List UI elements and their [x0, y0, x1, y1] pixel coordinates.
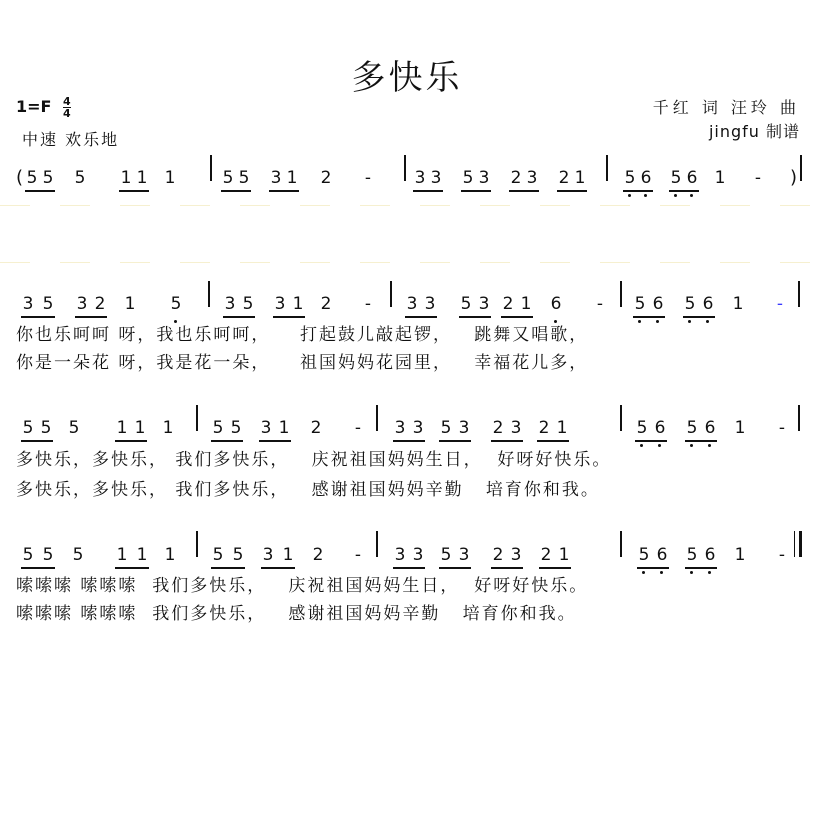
jianpu-note: 2	[492, 545, 504, 565]
jianpu-note: 5	[42, 545, 54, 565]
beam-line	[259, 440, 291, 442]
beam-line	[211, 567, 245, 569]
lyric-line: 你也乐呵呵 呀，我也乐呵呵， 打起鼓儿敲起锣， 跳舞又唱歌，	[16, 325, 589, 345]
beam-line	[115, 567, 149, 569]
jianpu-note: 3	[260, 418, 272, 438]
octave-dot	[628, 194, 631, 197]
jianpu-note: 6	[686, 168, 698, 188]
jianpu-note: 2	[310, 418, 322, 438]
jianpu-note: 5	[26, 168, 38, 188]
beam-line	[21, 316, 55, 318]
jianpu-note: 5	[624, 168, 636, 188]
jianpu-note: 2	[558, 168, 570, 188]
jianpu-note: -	[364, 294, 372, 314]
jianpu-note: -	[754, 168, 762, 188]
jianpu-note: 1	[282, 545, 294, 565]
jianpu-note: -	[354, 418, 362, 438]
jianpu-note: 3	[510, 545, 522, 565]
lyric-line: 嗦嗦嗦 嗦嗦嗦 我们多快乐， 感谢祖国妈妈辛勤 培育你和我。	[16, 604, 577, 624]
octave-dot	[708, 571, 711, 574]
octave-dot	[688, 320, 691, 323]
jianpu-note: 3	[526, 168, 538, 188]
jianpu-note: 1	[732, 294, 744, 314]
jianpu-note: 1	[278, 418, 290, 438]
octave-dot	[644, 194, 647, 197]
jianpu-note: 3	[274, 294, 286, 314]
jianpu-note: 6	[704, 418, 716, 438]
jianpu-note: -	[596, 294, 604, 314]
beam-line	[635, 440, 667, 442]
beam-line	[633, 316, 665, 318]
jianpu-note: 5	[636, 418, 648, 438]
octave-dot	[690, 571, 693, 574]
jianpu-note: 5	[42, 168, 54, 188]
barline	[376, 405, 378, 431]
jianpu-note: 5	[68, 418, 80, 438]
jianpu-note: 1	[556, 418, 568, 438]
jianpu-note: 5	[686, 545, 698, 565]
beam-line	[269, 190, 299, 192]
beam-line	[539, 567, 571, 569]
jianpu-note: 3	[270, 168, 282, 188]
barline	[620, 531, 622, 557]
repeat-paren: (	[16, 167, 24, 188]
time-sig-bottom: 4	[63, 107, 71, 120]
barline	[620, 405, 622, 431]
jianpu-note: -	[778, 545, 786, 565]
beam-line	[223, 316, 255, 318]
beam-line	[439, 440, 471, 442]
jianpu-note: 3	[510, 418, 522, 438]
beam-line	[685, 567, 717, 569]
time-signature	[63, 96, 71, 119]
jianpu-note: 1	[292, 294, 304, 314]
beam-line	[393, 440, 425, 442]
octave-dot	[690, 194, 693, 197]
jianpu-note: 1	[734, 545, 746, 565]
jianpu-note: 2	[320, 168, 332, 188]
beam-line	[461, 190, 491, 192]
jianpu-note: 1	[286, 168, 298, 188]
jianpu-note: 5	[72, 545, 84, 565]
barline	[210, 155, 212, 181]
beam-line	[683, 316, 715, 318]
jianpu-note: 6	[656, 545, 668, 565]
jianpu-note: 6	[652, 294, 664, 314]
octave-dot	[660, 571, 663, 574]
jianpu-note: 2	[540, 545, 552, 565]
barline	[794, 531, 802, 557]
barline	[376, 531, 378, 557]
octave-dot	[708, 444, 711, 447]
jianpu-note: 1	[574, 168, 586, 188]
jianpu-note: 5	[22, 418, 34, 438]
jianpu-note: 3	[424, 294, 436, 314]
jianpu-note: 6	[704, 545, 716, 565]
barline	[390, 281, 392, 307]
octave-dot	[640, 444, 643, 447]
song-title: 多快乐	[351, 58, 463, 98]
beam-line	[221, 190, 251, 192]
jianpu-note: 1	[134, 418, 146, 438]
beam-line	[501, 316, 533, 318]
jianpu-note: 5	[242, 294, 254, 314]
jianpu-note: 3	[224, 294, 236, 314]
jianpu-note: 5	[222, 168, 234, 188]
composer-credit: 千红 词 汪玲 曲	[652, 98, 800, 117]
jianpu-note: 6	[654, 418, 666, 438]
beam-line	[557, 190, 587, 192]
time-sig-top: 4	[63, 95, 71, 108]
jianpu-note: 5	[634, 294, 646, 314]
jianpu-note: 5	[212, 418, 224, 438]
jianpu-note: 5	[440, 418, 452, 438]
beam-line	[509, 190, 539, 192]
jianpu-note: 5	[684, 294, 696, 314]
beam-line	[623, 190, 653, 192]
jianpu-note: 5	[670, 168, 682, 188]
jianpu-note: 3	[412, 418, 424, 438]
jianpu-note: 1	[164, 545, 176, 565]
barline	[800, 155, 802, 181]
jianpu-note: 1	[558, 545, 570, 565]
jianpu-note: 3	[76, 294, 88, 314]
jianpu-note: 3	[458, 545, 470, 565]
barline	[798, 405, 800, 431]
beam-line	[273, 316, 305, 318]
jianpu-note: 1	[520, 294, 532, 314]
jianpu-note: 5	[22, 545, 34, 565]
repeat-paren: )	[790, 167, 798, 188]
beam-line	[119, 190, 149, 192]
background-decoration	[0, 205, 814, 206]
arranger-credit: jingfu 制谱	[708, 122, 800, 141]
barline	[196, 531, 198, 557]
beam-line	[21, 567, 55, 569]
beam-line	[211, 440, 243, 442]
jianpu-note: 3	[22, 294, 34, 314]
beam-line	[393, 567, 425, 569]
beam-line	[537, 440, 569, 442]
beam-line	[75, 316, 107, 318]
jianpu-note: 2	[538, 418, 550, 438]
jianpu-note: 3	[412, 545, 424, 565]
beam-line	[685, 440, 717, 442]
octave-dot	[658, 444, 661, 447]
jianpu-note: 3	[262, 545, 274, 565]
jianpu-note: 2	[510, 168, 522, 188]
beam-line	[459, 316, 491, 318]
jianpu-note: -	[776, 294, 784, 314]
barline	[196, 405, 198, 431]
beam-line	[669, 190, 699, 192]
jianpu-note: 1	[116, 418, 128, 438]
jianpu-note: 1	[116, 545, 128, 565]
lyric-line: 多快乐，多快乐， 我们多快乐， 感谢祖国妈妈辛勤 培育你和我。	[16, 480, 600, 500]
jianpu-note: 5	[40, 418, 52, 438]
beam-line	[491, 567, 523, 569]
beam-line	[637, 567, 669, 569]
jianpu-note: 2	[320, 294, 332, 314]
jianpu-note: 3	[478, 294, 490, 314]
jianpu-note: 1	[714, 168, 726, 188]
beam-line	[439, 567, 471, 569]
jianpu-note: 1	[136, 545, 148, 565]
octave-dot	[706, 320, 709, 323]
beam-line	[413, 190, 443, 192]
jianpu-note: 3	[394, 545, 406, 565]
jianpu-note: 5	[238, 168, 250, 188]
jianpu-note: 1	[136, 168, 148, 188]
octave-dot	[656, 320, 659, 323]
barline	[606, 155, 608, 181]
jianpu-note: 2	[502, 294, 514, 314]
jianpu-note: 5	[440, 545, 452, 565]
jianpu-note: 5	[638, 545, 650, 565]
jianpu-note: 5	[170, 294, 182, 314]
jianpu-note: 1	[162, 418, 174, 438]
jianpu-note: -	[364, 168, 372, 188]
jianpu-note: 5	[232, 545, 244, 565]
jianpu-note: 3	[458, 418, 470, 438]
jianpu-note: 5	[42, 294, 54, 314]
octave-dot	[642, 571, 645, 574]
jianpu-note: 2	[94, 294, 106, 314]
jianpu-note: 3	[478, 168, 490, 188]
jianpu-note: 1	[124, 294, 136, 314]
tempo-marking: 中速 欢乐地	[22, 130, 120, 149]
jianpu-note: 2	[312, 545, 324, 565]
beam-line	[405, 316, 437, 318]
jianpu-note: -	[778, 418, 786, 438]
barline	[620, 281, 622, 307]
lyric-line: 多快乐，多快乐， 我们多快乐， 庆祝祖国妈妈生日， 好呀好快乐。	[16, 450, 612, 470]
beam-line	[21, 440, 53, 442]
lyric-line: 嗦嗦嗦 嗦嗦嗦 我们多快乐， 庆祝祖国妈妈生日， 好呀好快乐。	[16, 576, 589, 596]
jianpu-note: 5	[460, 294, 472, 314]
octave-dot	[638, 320, 641, 323]
key-signature	[16, 96, 71, 119]
beam-line	[115, 440, 147, 442]
jianpu-note: 6	[550, 294, 562, 314]
jianpu-note: -	[354, 545, 362, 565]
jianpu-note: 3	[394, 418, 406, 438]
jianpu-note: 5	[230, 418, 242, 438]
jianpu-note: 1	[734, 418, 746, 438]
octave-dot	[690, 444, 693, 447]
jianpu-note: 6	[640, 168, 652, 188]
jianpu-note: 3	[430, 168, 442, 188]
beam-line	[25, 190, 55, 192]
background-decoration	[0, 262, 814, 263]
jianpu-note: 2	[492, 418, 504, 438]
key-label: 1=F	[16, 97, 52, 116]
barline	[208, 281, 210, 307]
jianpu-note: 5	[212, 545, 224, 565]
jianpu-note: 1	[120, 168, 132, 188]
jianpu-note: 3	[414, 168, 426, 188]
barline	[404, 155, 406, 181]
beam-line	[261, 567, 295, 569]
barline	[798, 281, 800, 307]
lyric-line: 你是一朵花 呀，我是花一朵， 祖国妈妈花园里， 幸福花儿多，	[16, 353, 589, 373]
jianpu-note: 6	[702, 294, 714, 314]
jianpu-note: 5	[74, 168, 86, 188]
jianpu-note: 5	[462, 168, 474, 188]
jianpu-note: 5	[686, 418, 698, 438]
beam-line	[491, 440, 523, 442]
octave-dot	[674, 194, 677, 197]
jianpu-note: 1	[164, 168, 176, 188]
jianpu-note: 3	[406, 294, 418, 314]
